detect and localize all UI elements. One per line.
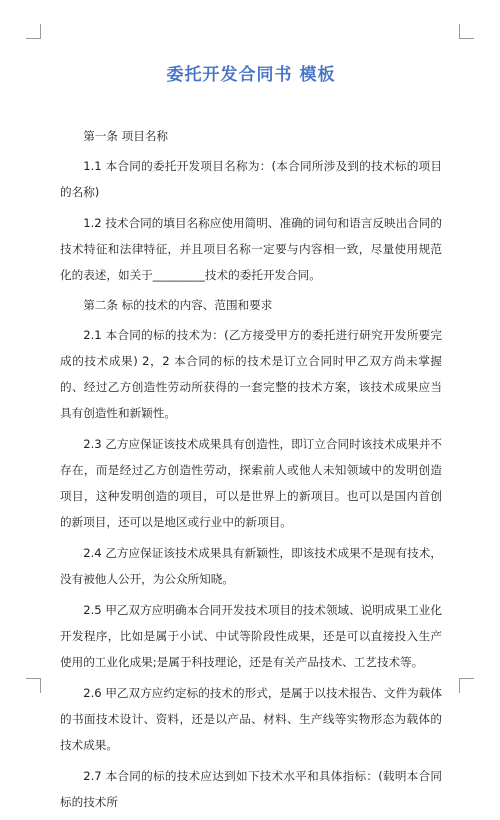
page-corner-mark-bottom-right: [459, 678, 474, 693]
paragraph-2-7: 2.7 本合同的标的技术应达到如下技术水平和具体指标：(载明本合同标的技术所: [60, 769, 442, 809]
paragraph-1-1: 1.1 本合同的委托开发项目名称为：(本合同所涉及到的技术标的项目的名称): [60, 159, 442, 199]
section-heading-2: 第二条 标的技术的内容、范围和要求: [83, 298, 273, 312]
page-corner-mark-top-left: [26, 24, 41, 39]
paragraph-1-2: 1.2 技术合同的填目名称应使用简明、准确的词句和语言反映出合同的技术特征和法律特征，并且项目名称一定要与内容相一致，尽量使用规范化的表述，如关于_________技术的委托开发合同。: [60, 216, 442, 282]
page-corner-mark-bottom-left: [26, 678, 41, 693]
paragraph-2-6: 2.6 甲乙双方应约定标的技术的形式，是属于以技术报告、文件为载体的书面技术设计、资料，还是以产品、材料、生产线等实物形态为载体的技术成果。: [60, 686, 442, 752]
document-page: [60, 58, 442, 820]
paragraph-2-4: 2.4 乙方应保证该技术成果具有新颖性，即该技术成果不是现有技术，没有被他人公开，为公众所知晓。: [60, 546, 442, 586]
page-corner-mark-top-right: [459, 24, 474, 39]
paragraph-2-5: 2.5 甲乙双方应明确本合同开发技术项目的技术领域、说明成果工业化开发程序，比如是属于小试、中试等阶段性成果，还是可以直接投入生产使用的工业化成果;是属于科技理论，还是有关产品技术、工艺技术等。: [60, 603, 442, 669]
paragraph-2-3: 2.3 乙方应保证该技术成果具有创造性，即订立合同时该技术成果并不存在，而是经过乙方创造性劳动，探索前人或他人未知领域中的发明创造项目，这种发明创造的项目，可以是世界上的新项目。也可以是国内首创的新项目，还可以是地区或行业中的新项目。: [60, 437, 442, 529]
section-heading-1: 第一条 项目名称: [83, 129, 169, 143]
document-title: 委托开发合同书 模板: [166, 65, 336, 85]
paragraph-2-1: 2.1 本合同的标的技术为：(乙方接受甲方的委托进行研究开发所要完成的技术成果) 2，2 本合同的标的技术是订立合同时甲乙双方尚未掌握的、经过乙方创造性劳动所获得的一套完整的技术方案，该技术成果应当具有创造性和新颖性。: [60, 328, 442, 420]
